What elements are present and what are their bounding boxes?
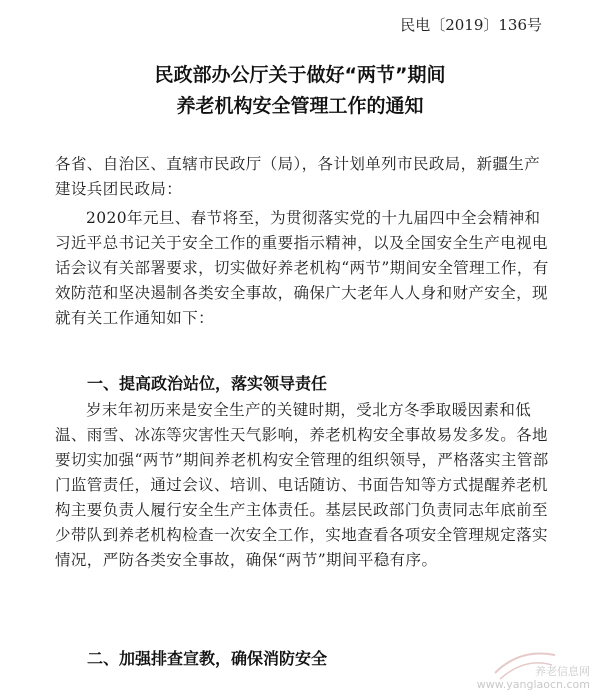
addressee: 各省、自治区、直辖市民政厅（局），各计划单列市民政局，新疆生产建设兵团民政局： [55, 155, 541, 198]
document-number: 民电〔2019〕136号 [400, 16, 542, 34]
section1-heading: 一、提高政治站位，落实领导责任 [87, 374, 328, 393]
intro-paragraph [55, 206, 553, 331]
watermark [477, 665, 590, 691]
document-title-line2: 养老机构安全管理工作的通知 [176, 95, 424, 117]
document-title-line1: 民政部办公厅关于做好“两节”期间 [154, 64, 446, 86]
intro-paragraph-text: 2020年元旦、春节将至，为贯彻落实党的十九届四中全会精神和习近平总书记关于安全工作的重要指示精神，以及全国安全生产电视电话会议有关部署要求，切实做好养老机构“两节”期间安全管理工作，有效防范和坚决遏制各类安全事故，确保广大老年人人身和财产安全，现就有关工作通知如下： [55, 209, 549, 327]
watermark-url: www.yanglaocn.com [476, 678, 590, 691]
section2-heading: 二、加强排查宣教，确保消防安全 [87, 649, 328, 668]
section1-paragraph [55, 398, 553, 573]
watermark-site-name: 养老信息网 [535, 665, 590, 678]
section1-paragraph-text: 岁末年初历来是安全生产的关键时期，受北方冬季取暖因素和低温、雨雪、冰冻等灾害性天气影响，养老机构安全事故易发多发。各地要切实加强“两节”期间养老机构安全管理的组织领导，严格落实主管部门监管责任，通过会议、培训、电话随访、书面告知等方式提醒养老机构主要负责人履行安全生产主体责任。基层民政部门负责同志年底前至少带队到养老机构检查一次安全工作，实地查看各项安全管理规定落实情况，严防各类安全事故，确保“两节”期间平稳有序。 [55, 401, 549, 569]
